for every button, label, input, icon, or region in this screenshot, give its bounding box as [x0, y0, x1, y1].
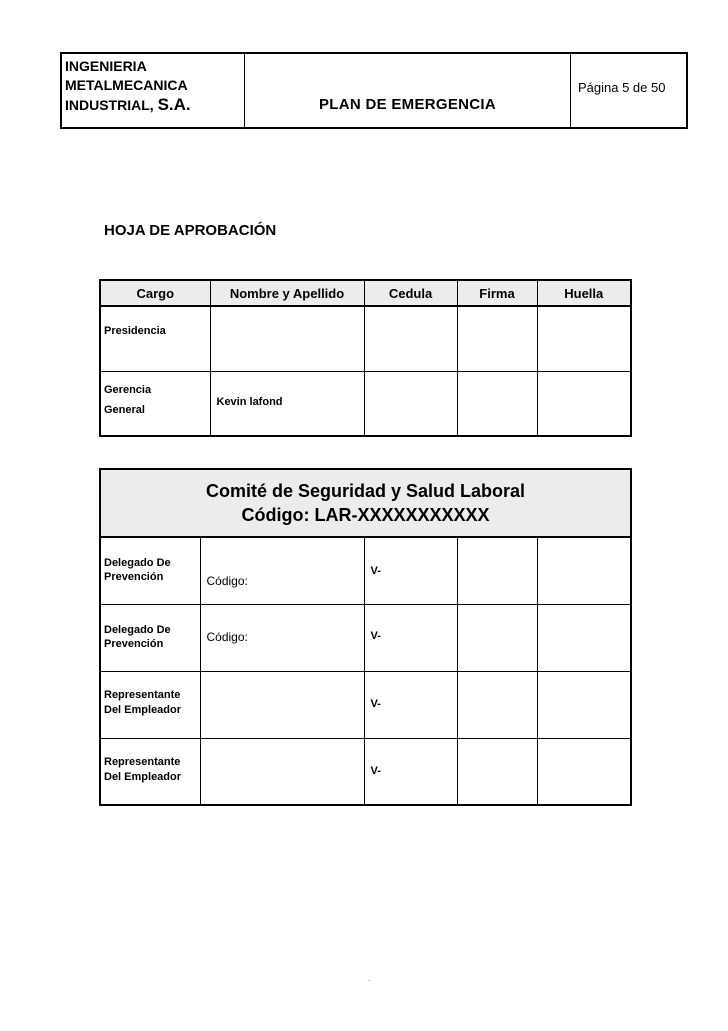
- firma-cell: [457, 306, 537, 371]
- cargo-label: Del Empleador: [104, 770, 182, 783]
- cedula-cell: [364, 306, 457, 371]
- cedula-cell: [364, 671, 457, 738]
- cargo-label: Del Empleador: [104, 703, 182, 716]
- cargo-label: Representante: [104, 755, 181, 768]
- page-number-cell: [571, 54, 686, 127]
- approval-table: [99, 279, 632, 437]
- company-name: [62, 54, 245, 127]
- cargo-cell: [100, 537, 200, 604]
- huella-cell: [537, 604, 631, 671]
- cargo-cell: [100, 738, 200, 805]
- cargo-label: Prevención: [104, 637, 164, 650]
- cedula-value: V-: [370, 764, 381, 777]
- cedula-cell: [364, 537, 457, 604]
- document-title-cell: [245, 54, 571, 127]
- cedula-value: V-: [370, 629, 381, 642]
- committee-table: [99, 468, 632, 806]
- nombre-cell: [200, 671, 364, 738]
- committee-header-row: [100, 469, 631, 537]
- cargo-label: Presidencia: [104, 325, 166, 337]
- approval-row: [100, 306, 631, 371]
- cedula-cell: [364, 738, 457, 805]
- codigo-label: Código:: [206, 574, 248, 588]
- section-title: HOJA DE APROBACIÓN: [104, 222, 277, 239]
- cargo-label: Delegado De: [104, 557, 171, 569]
- firma-cell: [457, 371, 537, 436]
- cargo-label: General: [104, 403, 145, 416]
- nombre-cell: [210, 371, 364, 436]
- huella-cell: [537, 371, 631, 436]
- nombre-cell: [210, 306, 364, 371]
- cargo-label: Prevención: [104, 571, 164, 583]
- firma-cell: [457, 738, 537, 805]
- cargo-cell: [100, 371, 210, 436]
- nombre-value: Kevin lafond: [216, 395, 283, 408]
- huella-cell: [537, 671, 631, 738]
- nombre-cell: [200, 537, 364, 604]
- column-header: Firma: [457, 280, 537, 306]
- firma-cell: [457, 604, 537, 671]
- footer-mark: .: [368, 974, 371, 983]
- cedula-cell: [364, 371, 457, 436]
- committee-title: Comité de Seguridad y Salud Laboral: [205, 481, 526, 501]
- approval-row: [100, 371, 631, 436]
- approval-header-row: [100, 280, 631, 306]
- company-line-2: METALMECANICA: [65, 77, 188, 93]
- cargo-label: Representante: [104, 688, 181, 701]
- company-line-1: INGENIERIA: [65, 58, 147, 74]
- page-number: Página 5 de 50: [578, 80, 666, 95]
- firma-cell: [457, 671, 537, 738]
- huella-cell: [537, 537, 631, 604]
- cargo-label: Gerencia: [104, 383, 152, 396]
- company-line-3: [65, 95, 244, 115]
- nombre-cell: [200, 604, 364, 671]
- column-header: Cargo: [100, 280, 210, 306]
- huella-cell: [537, 738, 631, 805]
- cedula-value: V-: [370, 565, 381, 577]
- company-line-3b: S.A.: [157, 95, 191, 114]
- codigo-label: Código:: [206, 629, 248, 644]
- cargo-cell: [100, 306, 210, 371]
- committee-code: Código: LAR-XXXXXXXXXXX: [241, 505, 490, 525]
- cargo-label: Delegado De: [104, 623, 171, 636]
- committee-row: [100, 671, 631, 738]
- huella-cell: [537, 306, 631, 371]
- document-title: PLAN DE EMERGENCIA: [318, 96, 497, 113]
- document-header: [60, 52, 688, 129]
- cargo-cell: [100, 604, 200, 671]
- firma-cell: [457, 537, 537, 604]
- column-header: Huella: [537, 280, 631, 306]
- cedula-value: V-: [370, 697, 381, 710]
- committee-row: [100, 537, 631, 604]
- committee-header: [100, 469, 631, 537]
- cedula-cell: [364, 604, 457, 671]
- column-header: Nombre y Apellido: [210, 280, 364, 306]
- cargo-cell: [100, 671, 200, 738]
- committee-row: [100, 738, 631, 805]
- committee-row: [100, 604, 631, 671]
- company-line-3a: INDUSTRIAL,: [65, 97, 154, 113]
- nombre-cell: [200, 738, 364, 805]
- column-header: Cedula: [364, 280, 457, 306]
